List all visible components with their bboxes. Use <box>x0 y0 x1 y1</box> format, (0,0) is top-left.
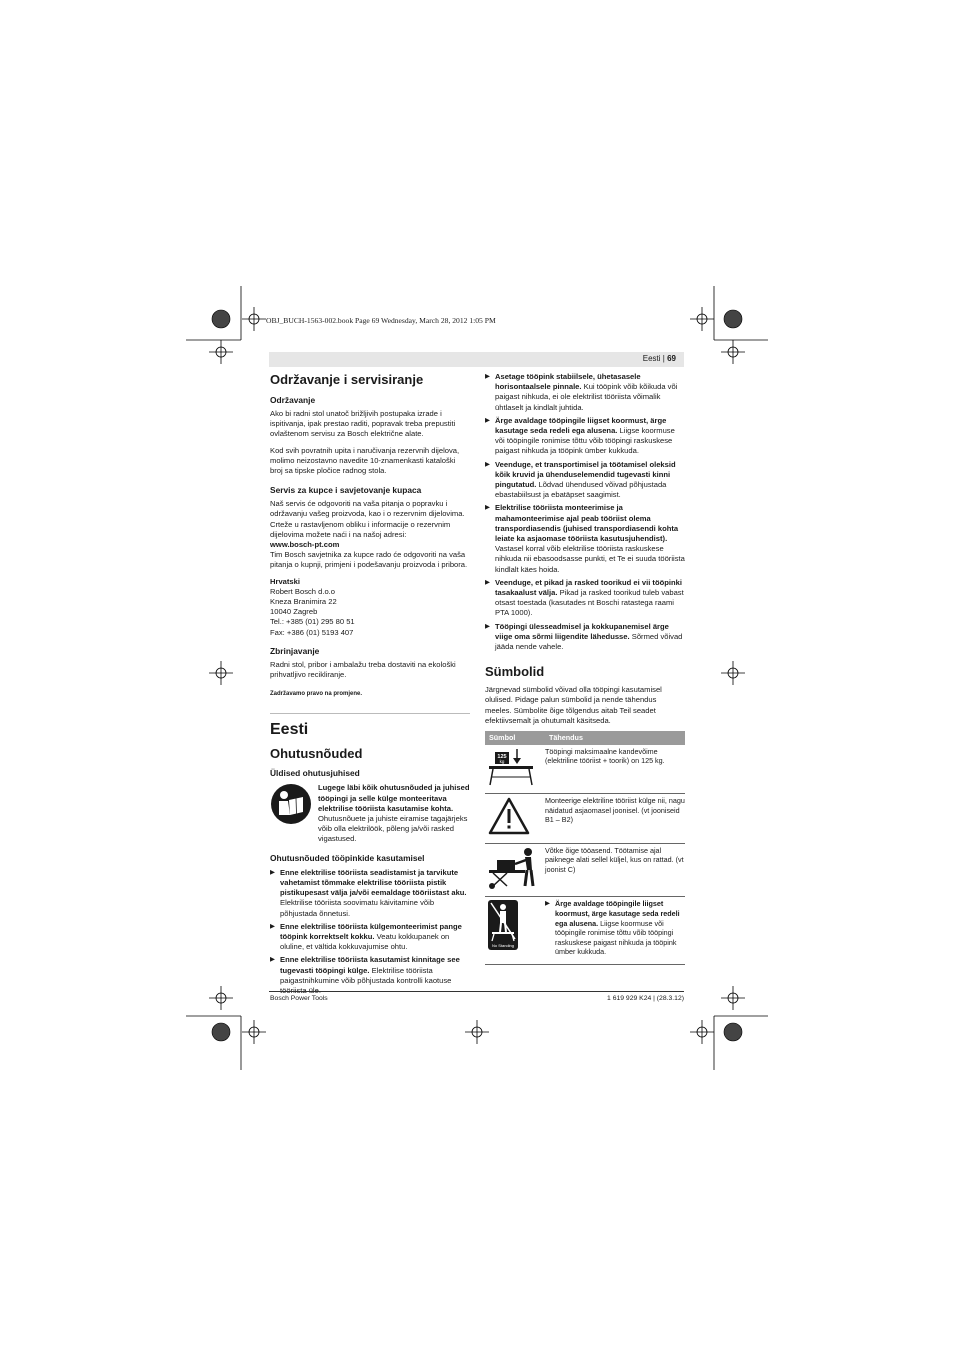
page-number: 69 <box>667 354 676 363</box>
safety-bullet: ▶ Enne elektrilise tööriista seadistamist ja tarvikute vahetamist tõmmake elektrilise tööriista pistik pistikupesast välja ja/või eemaldage tööriistast aku. Elektrilise tööriista soovimatu käivitamine võib põhjustada õnnetusi. <box>270 867 467 918</box>
no-standing-icon <box>487 899 519 951</box>
right-column <box>485 372 685 965</box>
bullet-arrow-icon: ▶ <box>270 922 275 930</box>
bullet-arrow-icon: ▶ <box>270 956 275 964</box>
read-manual-warning <box>270 783 470 844</box>
bullet-arrow-icon: ▶ <box>270 868 275 876</box>
address-line: Robert Bosch d.o.o <box>270 586 336 596</box>
footer-doc-number: 1 619 929 K24 | (28.3.12) <box>607 995 684 1002</box>
table-row <box>485 794 685 844</box>
paragraph: Ako bi radni stol unatoč brižljivih postupaka izrade i ispitivanja, ipak prestao raditi, popravak treba prepustiti ovlaštenom servisu za Bosch električne alate. <box>270 409 456 439</box>
symbol-meaning: Monteerige elektriline tööriist külge nii, nagu näidatud asjaomasel joonisel. (vt jooniseid B1 – B2) <box>545 794 685 844</box>
load-125kg-icon <box>487 747 539 787</box>
print-slug: OBJ_BUCH-1563-002.book Page 69 Wednesday, March 28, 2012 1:05 PM <box>266 316 496 325</box>
header-language: Eesti <box>642 354 661 363</box>
safety-bullet: ▶ Ärge avaldage tööpingile liigset koormust, ärge kasutage seda redeli ega alusena. Liigse koormuse või tööpingile ronimise tõttu võib tööpingi raskuskese paigast nihkuda ja tööpink ümber kukkuda. <box>545 899 680 957</box>
bullet-arrow-icon: ▶ <box>545 900 550 908</box>
subheading-general-safety: Üldised ohutusjuhised <box>270 768 360 779</box>
column-header: Sümbol <box>485 731 545 745</box>
paragraph: Radni stol, pribor i ambalažu treba dostaviti na ekološki prihvatljivo recikliranje. <box>270 659 456 680</box>
paragraph: Naš servis će odgovoriti na vaša pitanja o popravku i održavanju vašeg proizvoda, kao i o rezervnim dijelovima. Crteže u rastavljenom obliku i informacije o rezervnim dijelovima možete naći i na našoj adresi: <box>270 499 465 539</box>
running-header: Eesti | 69 <box>269 352 684 367</box>
safety-bullet: ▶ Enne elektrilise tööriista kasutamist kinnitage see tugevasti tööpingi külge. Elektrilise tööriista paigastnihkumine võib põhjustada kontrolli kaotuse tööriista üle. <box>270 955 460 995</box>
load-value: 125 <box>497 753 507 760</box>
symbol-meaning: Tööpingi maksimaalne kandevõime (elektriline tööriist + toorik) on 125 kg. <box>545 745 685 794</box>
language-title: Eesti <box>270 721 309 739</box>
country-label: Hrvatski <box>270 576 300 586</box>
section-divider <box>270 713 470 714</box>
no-standing-label: No Standing <box>491 943 515 949</box>
warning-bold-text: Lugege läbi kõik ohutusnõuded ja juhised tööpingi ja selle külge monteeritava elektrilise tööriista kasutamise kohta. <box>318 783 470 813</box>
safety-bullet: ▶ Elektrilise tööriista monteerimise ja mahamonteerimise ajal peab tööriist olema transpordiasendis (juhised transpordiasendi kohta leiate ka asjaomase tööriista kasutusjuhendist). Vastasel korral võib elektrilise tööriista raskuskese nihkuda nii ebasoodsasse punkti, et Te ei suuda tööriista kindlalt käes hoida. <box>485 503 685 574</box>
left-column <box>270 372 470 999</box>
safety-bullet: ▶ Veenduge, et pikad ja rasked toorikud ei vii tööpinki tasakaalust välja. Pikad ja rasked toorikud tuleb vabast otsast toestada (kasutades nt Boschi ratastega raami PTA 1000). <box>485 577 684 618</box>
section-title-maintenance: Održavanje i servisiranje <box>270 372 424 387</box>
safety-bullet: ▶ Tööpingi ülesseadmisel ja kokkupanemisel ärge viige oma sõrmi liigendite lähedusse. Sõrmed võivad jääda nende vahele. <box>485 621 683 652</box>
paragraph: Järgnevad sümbolid võivad olla tööpingi kasutamisel olulised. Pidage palun sümbolid ja nende tähendus meeles. Sümbolite õige tõlgendus aitab Teil seadet efektiivsemalt ja ohutumalt käsitseda. <box>485 685 662 725</box>
column-header: Tähendus <box>545 731 685 745</box>
warning-triangle-icon <box>487 796 531 836</box>
safety-bullet: ▶ Asetage tööpink stabiilsele, ühetasasele horisontaalsele pinnale. Kui tööpink võib kõikuda või paigast nihkuda, ei ole elektrilist tööriista võimalik ühtlaselt ja kindlalt juhtida. <box>485 372 678 412</box>
table-row <box>485 843 685 897</box>
rights-note: Zadržavamo pravo na promjene. <box>270 691 363 698</box>
bullet-arrow-icon: ▶ <box>485 373 490 380</box>
paragraph: Kod svih povratnih upita i naručivanja rezervnih dijelova, molimo neizostavno navedite 10-znamenkasti kataloški broj sa tipske pločice radnog stola. <box>270 445 460 476</box>
bullet-arrow-icon: ▶ <box>485 622 490 630</box>
subheading-bench-safety: Ohutusnõuded tööpinkide kasutamisel <box>270 852 425 863</box>
subheading-disposal: Zbrinjavanje <box>270 645 320 656</box>
address-block <box>270 587 470 638</box>
bullet-arrow-icon: ▶ <box>485 504 490 512</box>
symbol-meaning: Võtke õige tööasend. Töötamise ajal paiknege alati sellel küljel, kus on rattad. (vt joonist C) <box>545 843 685 897</box>
footer-brand: Bosch Power Tools <box>270 995 328 1002</box>
symbols-table <box>485 731 685 965</box>
section-title-symbols: Sümbolid <box>485 664 545 680</box>
safety-bullet: ▶ Enne elektrilise tööriista külgemonteerimist pange tööpink korrektselt kokku. Veatu kokkupanek on oluline, et vältida kokkuvajumise ohtu. <box>270 921 462 952</box>
paragraph: Tim Bosch savjetnika za kupce rado će odgovoriti na vaša pitanja o kupnji, primjeni i podešavanju proizvoda i pribora. <box>270 550 468 570</box>
address-line: Kneza Branimira 22 <box>270 597 337 607</box>
warning-text: Ohutusnõuete ja juhiste eiramise tagajärjeks võib olla elektrilöök, põleng ja/või rasked vigastused. <box>318 814 468 844</box>
table-row <box>485 897 685 965</box>
bullet-arrow-icon: ▶ <box>485 416 490 424</box>
load-unit: kg <box>499 758 505 764</box>
address-line: Tel.: +385 (01) 295 80 51 <box>270 617 355 627</box>
subheading-service: Servis za kupce i savjetovanje kupaca <box>270 485 422 496</box>
bullet-arrow-icon: ▶ <box>485 578 490 586</box>
table-row <box>485 745 685 794</box>
footer-divider <box>269 991 684 992</box>
safety-bullet: ▶ Veenduge, et transportimisel ja töötamisel oleksid kõik kruvid ja ühenduselemendid tugevasti kinni pingutatud. Lõdvad ühendused võivad põhjustada ebastabiilsust ja ebatäpset saagimist. <box>485 459 676 500</box>
subheading-maintenance: Održavanje <box>270 395 316 405</box>
website-link[interactable]: www.bosch-pt.com <box>270 540 340 550</box>
bullet-arrow-icon: ▶ <box>485 460 490 468</box>
address-line: Fax: +386 (01) 5193 407 <box>270 627 354 637</box>
address-line: 10040 Zagreb <box>270 607 318 617</box>
safety-bullet: ▶ Ärge avaldage tööpingile liigset koormust, ärge kasutage seda redeli ega alusena. Liigse koormuse või tööpingile ronimise tõttu võib tööpingi raskuskese paigast nihkuda ja tööpink ümber kukkuda. <box>485 415 675 456</box>
correct-posture-icon <box>487 846 539 890</box>
read-manual-icon <box>270 783 312 825</box>
table-header-row <box>485 731 685 745</box>
section-title-safety: Ohutusnõuded <box>270 746 363 762</box>
